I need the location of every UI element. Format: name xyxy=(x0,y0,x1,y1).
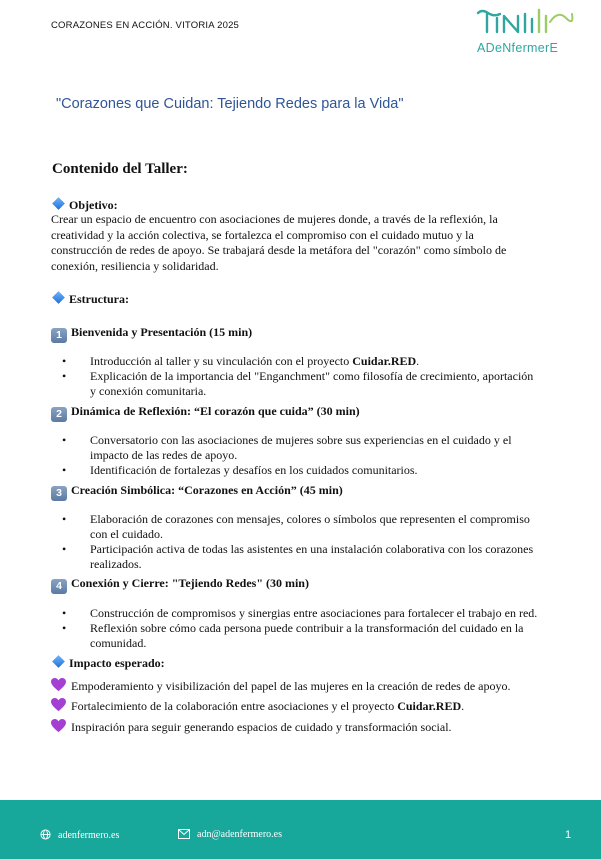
section-1-list xyxy=(62,354,567,399)
blue-diamond-icon xyxy=(52,197,65,210)
list-item: • Identificación de fortalezas y desafíos en los cuidados comunitarios. xyxy=(62,463,567,478)
mail-icon xyxy=(178,829,190,839)
list-item: • Elaboración de corazones con mensajes, colores o símbolos que representen el compromiso con el cuidado. xyxy=(62,512,567,542)
logo-graphic xyxy=(474,4,574,40)
list-item: • Introducción al taller y su vinculación con el proyecto Cuidar.RED. xyxy=(62,354,567,369)
purple-heart-icon xyxy=(51,719,66,733)
keycap-2-icon: 2 xyxy=(51,407,67,422)
content-heading: Contenido del Taller: xyxy=(52,161,188,177)
list-item: • Reflexión sobre cómo cada persona puede contribuir a la transformación del cuidado en la comunidad. xyxy=(62,621,567,651)
section-2-heading: 2 Dinámica de Reflexión: “El corazón que cuida” (30 min) xyxy=(51,404,360,422)
objetivo-paragraph: Crear un espacio de encuentro con asociaciones de mujeres donde, a través de la reflexión, la creatividad y la acción colectiva, se fortalezca el compromiso con el cuidado mutuo y la construcción de redes de apoyo. Se trabajará desde la metáfora del "corazón" como símbolo de conexión, resiliencia y solidaridad. xyxy=(51,212,507,273)
section-4-heading: 4 Conexión y Cierre: "Tejiendo Redes" (30 min) xyxy=(51,576,309,594)
purple-heart-icon xyxy=(51,698,66,712)
footer-website[interactable]: adenfermero.es xyxy=(40,829,119,841)
adenfermero-logo xyxy=(474,4,574,60)
blue-diamond-icon xyxy=(52,291,65,304)
list-item: • Participación activa de todas las asistentes en una instalación colaborativa con los corazones realizados. xyxy=(62,542,567,572)
page-number: 1 xyxy=(565,829,572,841)
impacto-item: Inspiración para seguir generando espacios de cuidado y transformación social. xyxy=(51,719,452,735)
page-title: "Corazones que Cuidan: Tejiendo Redes para la Vida" xyxy=(56,96,404,112)
estructura-heading: Estructura: xyxy=(51,292,129,307)
list-item: • Explicación de la importancia del "Enganchment" como filosofía de crecimiento, aportación y conexión comunitaria. xyxy=(62,369,567,399)
section-2-list xyxy=(62,433,567,478)
list-item: • Construcción de compromisos y sinergias entre asociaciones para fortalecer el trabajo en red. xyxy=(62,606,567,621)
section-4-list xyxy=(62,606,567,651)
keycap-4-icon: 4 xyxy=(51,579,67,594)
impacto-item: Fortalecimiento de la colaboración entre asociaciones y el proyecto Cuidar.RED. xyxy=(51,698,464,714)
footer-email[interactable]: adn@adenfermero.es xyxy=(178,829,282,840)
blue-diamond-icon xyxy=(52,655,65,668)
purple-heart-icon xyxy=(51,678,66,692)
objetivo-heading: Objetivo: xyxy=(51,198,118,213)
keycap-1-icon: 1 xyxy=(51,328,67,343)
list-item: • Conversatorio con las asociaciones de mujeres sobre sus experiencias en el cuidado y el impacto de las redes de apoyo. xyxy=(62,433,567,463)
keycap-3-icon: 3 xyxy=(51,486,67,501)
globe-icon xyxy=(40,829,51,840)
page-footer xyxy=(0,800,601,859)
logo-text: ADeNfermerE xyxy=(477,41,559,55)
section-3-list xyxy=(62,512,567,572)
section-3-heading: 3 Creación Simbólica: “Corazones en Acción” (45 min) xyxy=(51,483,343,501)
document-header: CORAZONES EN ACCIÓN. VITORIA 2025 xyxy=(51,20,240,31)
impacto-heading: Impacto esperado: xyxy=(51,656,165,671)
impacto-item: Empoderamiento y visibilización del papel de las mujeres en la creación de redes de apoyo. xyxy=(51,678,511,694)
section-1-heading: 1 Bienvenida y Presentación (15 min) xyxy=(51,325,252,343)
